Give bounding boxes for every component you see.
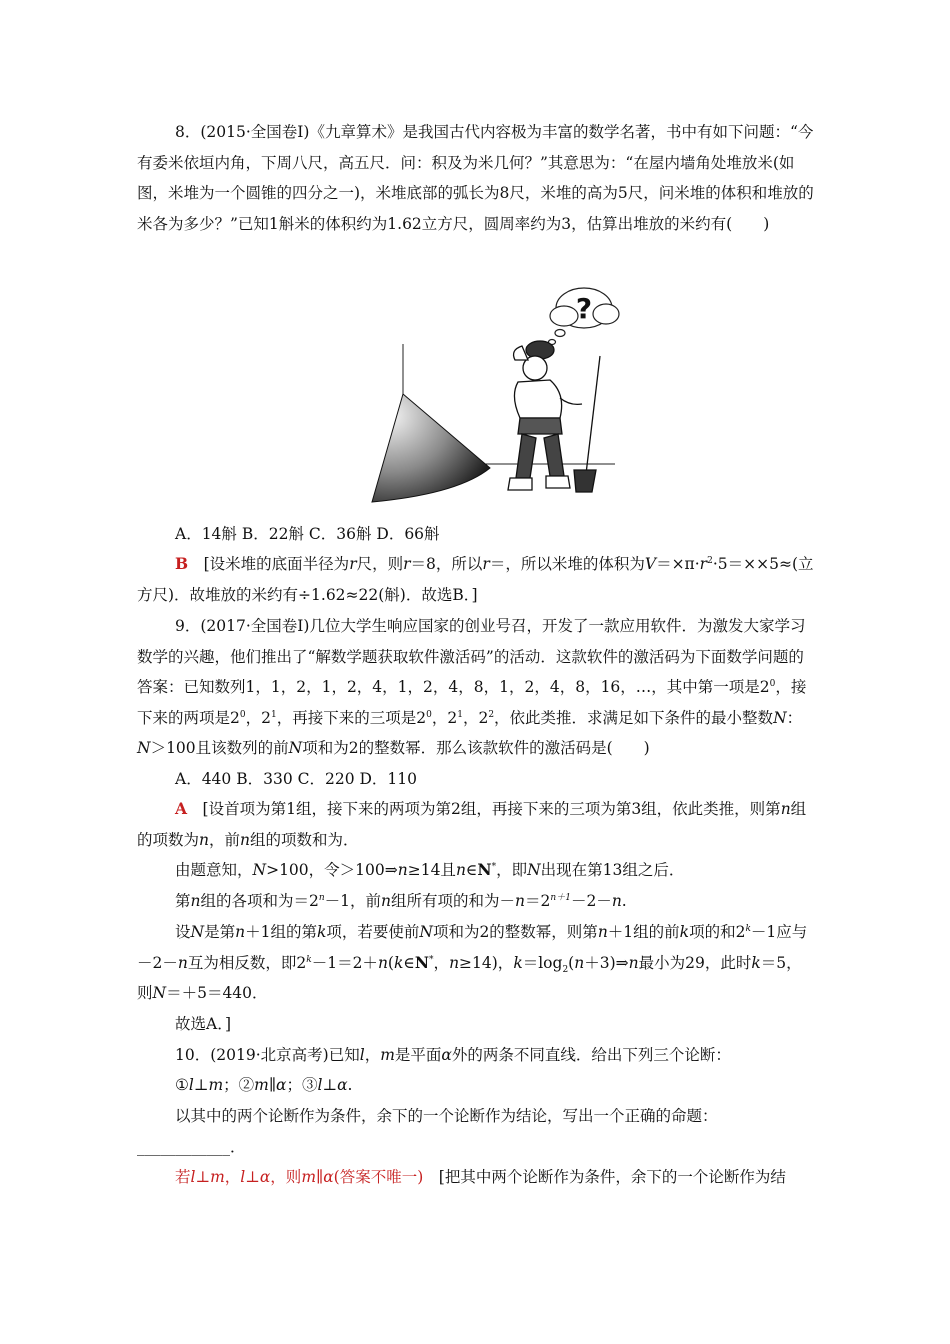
var-n: n bbox=[455, 861, 466, 879]
question-10-answer bbox=[175, 1168, 423, 1186]
exponent: * bbox=[429, 954, 434, 965]
var-n: n bbox=[240, 830, 250, 849]
var-alpha: α bbox=[441, 1046, 452, 1064]
var-k: k bbox=[679, 923, 690, 941]
statement-marker: ；② bbox=[223, 1076, 255, 1094]
question-text: ＞100且该数列的前 bbox=[150, 739, 289, 758]
exponent: 2 bbox=[488, 709, 495, 720]
exponent: n bbox=[318, 892, 325, 903]
var-n-upper: N bbox=[773, 708, 787, 727]
solution-text: －1＝2＋ bbox=[311, 953, 378, 972]
solution-text: 项，若要使前 bbox=[326, 923, 420, 941]
question-text: 是平面 bbox=[394, 1046, 442, 1064]
question-9-source: 9．(2017·全国卷Ⅰ) bbox=[175, 617, 310, 635]
solution-text: 组的项数和为． bbox=[250, 830, 359, 849]
solution-text: 出现在第13组之后． bbox=[540, 861, 685, 879]
statement-marker: ；③ bbox=[286, 1076, 318, 1094]
solution-text: ， bbox=[433, 953, 450, 972]
question-text: ，接下来的两项是2 bbox=[137, 678, 807, 727]
solution-text: 组所有项的和为－ bbox=[391, 892, 516, 910]
solution-text: [设米堆的底面半径为 bbox=[203, 555, 350, 573]
exponent: 1 bbox=[457, 709, 463, 720]
question-10-statements bbox=[137, 1070, 815, 1101]
var-n: n bbox=[235, 923, 246, 941]
perpendicular-symbol: ⊥ bbox=[195, 1168, 211, 1186]
solution-text: 由题意知， bbox=[175, 861, 253, 879]
var-l: l bbox=[240, 1168, 246, 1186]
var-n: n bbox=[628, 953, 639, 972]
var-n-upper: N bbox=[288, 739, 303, 758]
solution-text: 设 bbox=[175, 923, 191, 941]
var-n-upper: N bbox=[137, 739, 151, 758]
var-n: n bbox=[449, 953, 460, 972]
question-9-options: A．440 B．330 C．220 D．110 bbox=[175, 770, 417, 788]
var-n-upper: N bbox=[190, 923, 205, 941]
solution-text: ·5＝××5≈(立方尺)．故堆放的米约有÷1.62≈22(斛)．故选B．] bbox=[137, 555, 814, 604]
solution-text: 项和为2的整数幂，则第 bbox=[432, 923, 598, 941]
question-8-source: 8．(2015·全国卷Ⅰ) bbox=[175, 123, 310, 141]
solution-text: ，前 bbox=[209, 830, 241, 849]
solution-text: [把其中两个论断作为条件，余下的一个论断作为结 bbox=[438, 1168, 786, 1186]
solution-text: [设首项为第1组，接下来的两项为第2组，再接下来的三项为第3组，依此类推，则第 bbox=[202, 800, 781, 818]
solution-text: 尺，则 bbox=[356, 555, 404, 573]
exponent: 0 bbox=[426, 709, 432, 720]
solution-text: ( bbox=[568, 953, 575, 972]
solution-paragraph bbox=[137, 917, 815, 1009]
question-10 bbox=[137, 1040, 815, 1071]
var-alpha: α bbox=[259, 1168, 271, 1186]
solution-text: 互为相反数，即2 bbox=[187, 953, 307, 972]
exponent: 0 bbox=[769, 679, 776, 690]
var-k: k bbox=[513, 953, 523, 972]
var-k: k bbox=[751, 953, 761, 972]
parallel-symbol: ∥ bbox=[316, 1168, 324, 1186]
exponent: 2 bbox=[707, 555, 713, 566]
rice-pile-figure bbox=[360, 278, 650, 516]
perpendicular-symbol: ⊥ bbox=[322, 1076, 338, 1094]
var-n: n bbox=[780, 800, 791, 818]
var-k: k bbox=[316, 923, 327, 941]
var-m: m bbox=[301, 1168, 317, 1186]
question-10-task: 以其中的两个论断作为条件，余下的一个论断作为结论，写出一个正确的命题：____________． bbox=[137, 1107, 718, 1156]
exponent: 1 bbox=[270, 709, 277, 720]
solution-text: ＝×π· bbox=[656, 555, 700, 573]
question-text: 已知 bbox=[328, 1046, 360, 1064]
solution-text: －1应与－2－ bbox=[137, 923, 808, 972]
solution-text: ＝＋5＝440． bbox=[166, 984, 268, 1003]
var-k: k bbox=[393, 953, 404, 972]
question-text: 几位大学生响应国家的创业号召，开发了一款应用软件．为激发大家学习数学的兴趣，他们推出了“解数学题获取软件激活码”的活动．这款软件的激活码为下面数学问题的答案：已知数列1，1，2，1，2，4，1，2，4，8，1，2，4，8，16，…，其中第一项是2 bbox=[137, 617, 806, 697]
question-8-answer: B bbox=[175, 554, 189, 573]
solution-text: >100，令＞100⇒ bbox=[266, 861, 398, 879]
question-text: 项和为2的整数幂．那么该款软件的激活码是( ) bbox=[302, 739, 650, 758]
var-n-upper: N bbox=[419, 923, 433, 941]
solution-text: 是第 bbox=[204, 923, 236, 941]
solution-text: ＝log bbox=[522, 953, 563, 972]
question-mark-icon: ? bbox=[575, 292, 593, 325]
solution-text: ＝5，则 bbox=[137, 953, 802, 1003]
var-n-upper: N bbox=[527, 861, 541, 879]
quarter-cone bbox=[372, 394, 490, 502]
exponent: 0 bbox=[239, 709, 246, 720]
parallel-symbol: ∥ bbox=[268, 1076, 277, 1094]
solution-text: ＋3)⇒ bbox=[584, 953, 629, 972]
question-10-solution bbox=[137, 1162, 815, 1193]
answer-text: 若 bbox=[175, 1168, 191, 1186]
var-v: V bbox=[644, 555, 657, 573]
solution-text: ＝8，所以 bbox=[410, 555, 483, 573]
var-n-upper: N bbox=[152, 984, 167, 1003]
question-8-options: A．14斛 B．22斛 C．36斛 D．66斛 bbox=[175, 525, 440, 543]
var-n: n bbox=[515, 892, 526, 910]
solution-text: ∈ bbox=[465, 861, 478, 879]
solution-text: 组的项数为 bbox=[137, 800, 807, 849]
question-8-solution bbox=[137, 549, 815, 610]
var-l: l bbox=[359, 1046, 365, 1064]
var-m: m bbox=[380, 1046, 395, 1064]
solution-text: ＝，所以米堆的体积为 bbox=[489, 555, 645, 573]
natural-numbers-symbol: N bbox=[477, 860, 492, 879]
subscript: 2 bbox=[562, 964, 569, 975]
var-n: n bbox=[611, 892, 622, 910]
solution-end: 故选A．] bbox=[175, 1015, 231, 1033]
var-n: n bbox=[381, 892, 392, 910]
perpendicular-symbol: ⊥ bbox=[193, 1076, 209, 1094]
solution-text: . bbox=[621, 892, 627, 910]
answer-text: ，则 bbox=[270, 1168, 302, 1186]
solution-text: ∈ bbox=[403, 953, 415, 972]
answer-text: (答案不唯一) bbox=[333, 1168, 424, 1186]
solution-text: 第 bbox=[175, 892, 191, 910]
var-n: n bbox=[377, 953, 388, 972]
solution-text: 最小为29，此时 bbox=[638, 953, 752, 972]
question-10-source: 10．(2019·北京高考) bbox=[175, 1046, 329, 1064]
var-n: n bbox=[190, 892, 201, 910]
exponent: k bbox=[745, 923, 751, 934]
var-n: n bbox=[199, 830, 209, 849]
var-n: n bbox=[177, 953, 188, 972]
question-text: ： bbox=[786, 708, 803, 727]
exponent: k bbox=[306, 954, 312, 965]
solution-text: ，即 bbox=[496, 861, 528, 879]
question-text: 外的两条不同直线．给出下列三个论断： bbox=[451, 1046, 731, 1064]
var-m: m bbox=[210, 1168, 225, 1186]
natural-numbers-symbol: N bbox=[414, 952, 430, 972]
scholar-figure-icon bbox=[508, 341, 600, 492]
solution-text: ( bbox=[387, 953, 394, 972]
exponent: n＋1 bbox=[550, 892, 571, 903]
question-8 bbox=[137, 117, 815, 239]
solution-text: －1，前 bbox=[324, 892, 382, 910]
question-text: ，2 bbox=[245, 708, 271, 727]
exponent: * bbox=[491, 861, 497, 872]
var-alpha: α bbox=[323, 1168, 334, 1186]
var-l: l bbox=[188, 1076, 194, 1094]
var-n: n bbox=[597, 923, 608, 941]
answer-text: ， bbox=[224, 1168, 241, 1186]
question-text: ， bbox=[364, 1046, 381, 1064]
solution-text: ＝2 bbox=[525, 892, 551, 910]
solution-text: ≥14且 bbox=[407, 861, 456, 879]
question-9-solution bbox=[137, 794, 815, 855]
var-m: m bbox=[208, 1076, 224, 1094]
statement-marker: . bbox=[347, 1076, 353, 1094]
var-r: r bbox=[699, 555, 708, 573]
solution-text: ＋1组的前 bbox=[607, 923, 680, 941]
question-9 bbox=[137, 611, 815, 764]
var-alpha: α bbox=[337, 1076, 348, 1094]
question-text: ，依此类推．求满足如下条件的最小整数 bbox=[494, 708, 774, 727]
solution-text: 组的各项和为＝2 bbox=[200, 892, 319, 910]
statement-marker: ① bbox=[175, 1076, 189, 1094]
question-text: ，2 bbox=[462, 708, 489, 727]
question-9-answer: A bbox=[175, 799, 188, 818]
solution-text: －2－ bbox=[570, 892, 612, 910]
var-n-upper: N bbox=[252, 861, 267, 879]
solution-line bbox=[137, 886, 815, 917]
var-n: n bbox=[574, 953, 585, 972]
solution-text: ≥14)， bbox=[459, 953, 514, 972]
var-r: r bbox=[482, 555, 490, 573]
question-text: ，再接下来的三项是2 bbox=[276, 708, 427, 727]
question-text: ，2 bbox=[431, 708, 458, 727]
var-l: l bbox=[190, 1168, 196, 1186]
solution-text: ＋1组的第 bbox=[245, 923, 317, 941]
var-alpha: α bbox=[276, 1076, 287, 1094]
var-r: r bbox=[349, 555, 357, 573]
question-8-text: 《九章算术》是我国古代内容极为丰富的数学名著，书中有如下问题：“今有委米依垣内角，下周八尺，高五尺．问：积及为米几何？”其意思为：“在屋内墙角处堆放米(如图，米堆为一个圆锥的四分之一)，米堆底部的弧长为8尺，米堆的高为5尺，问米堆的体积和堆放的米各为多少？”已知1斛米的体积约为1.62立方尺，圆周率约为3，估算出堆放的米约有( ) bbox=[137, 123, 814, 233]
var-m: m bbox=[254, 1076, 269, 1094]
perpendicular-symbol: ⊥ bbox=[245, 1168, 260, 1186]
var-n: n bbox=[397, 861, 408, 879]
solution-line bbox=[137, 855, 815, 886]
var-r: r bbox=[403, 555, 411, 573]
solution-text: 项的和2 bbox=[689, 923, 746, 941]
var-l: l bbox=[317, 1076, 323, 1094]
